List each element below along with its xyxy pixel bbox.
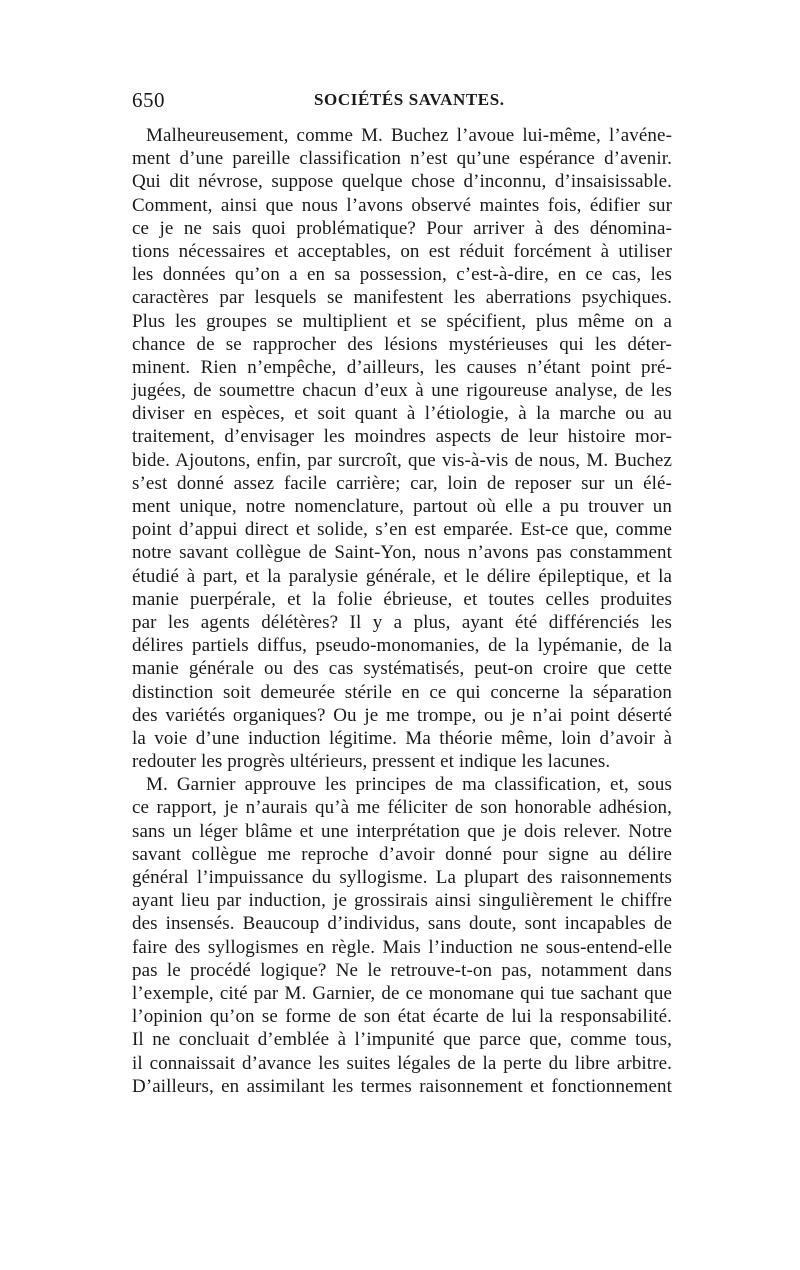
text-line: la voie d’une induction légitime. Ma théorie même, loin d’avoir à (132, 727, 672, 749)
text-line: ce je ne sais quoi problématique? Pour arriver à des dénomina- (132, 217, 672, 239)
text-line: point d’appui direct et solide, s’en est emparée. Est-ce que, comme (132, 519, 672, 541)
text-line: savant collègue me reproche d’avoir donné pour signe au délire (132, 843, 672, 865)
body-text (132, 124, 672, 1098)
running-title: SOCIÉTÉS SAVANTES. (314, 90, 505, 109)
page-number: 650 (132, 88, 165, 112)
text-line: ment unique, notre nomenclature, partout où elle a pu trouver un (132, 496, 672, 517)
text-line: des insensés. Beaucoup d’individus, sans doute, sont incapables de (132, 913, 672, 935)
text-line: Qui dit névrose, suppose quelque chose d’inconnu, d’insaisissable. (132, 171, 672, 193)
text-line: tions nécessaires et acceptables, on est réduit forcément à utiliser (132, 240, 672, 262)
text-line: ment d’une pareille classification n’est qu’une espérance d’avenir. (132, 148, 672, 170)
text-line: notre savant collègue de Saint-Yon, nous n’avons pas constamment (132, 542, 672, 564)
text-line: M. Garnier approuve les principes de ma classification, et, sous (146, 774, 672, 796)
text-line: D’ailleurs, en assimilant les termes raisonnement et fonctionnement (132, 1075, 672, 1097)
text-line: distinction soit demeurée stérile en ce qui concerne la séparation (132, 681, 672, 703)
text-line: étudié à part, et la paralysie générale, et le délire épileptique, et la (132, 565, 672, 587)
text-line: ayant lieu par induction, je grossirais ainsi singulièrement le chiffre (132, 890, 672, 912)
text-line: les données qu’on a en sa possession, c’est-à-dire, en ce cas, les (132, 264, 672, 286)
text-line: pas le procédé logique? Ne le retrouve-t-on pas, notamment dans (132, 959, 672, 981)
text-line: redouter les progrès ultérieurs, pressent et indique les lacunes. (132, 751, 611, 773)
text-line: bide. Ajoutons, enfin, par surcroît, que vis-à-vis de nous, M. Buchez (132, 449, 672, 471)
text-line: caractères par lesquels se manifestent les aberrations psychiques. (132, 287, 672, 309)
text-line: traitement, d’envisager les moindres aspects de leur histoire mor- (132, 426, 672, 448)
text-line: Plus les groupes se multiplient et se spécifient, plus même on a (132, 310, 672, 332)
text-line: délires partiels diffus, pseudo-monomanies, de la lypémanie, de la (132, 635, 672, 657)
text-line: manie puerpérale, et la folie ébrieuse, et toutes celles produites (132, 588, 672, 610)
paragraph-2 (132, 773, 672, 1098)
text-line: minent. Rien n’empêche, d’ailleurs, les causes n’étant point pré- (132, 356, 672, 378)
text-line: jugées, de soumettre chacun d’eux à une rigoureuse analyse, de les (132, 380, 672, 402)
text-line: l’exemple, cité par M. Garnier, de ce monomane qui tue sachant que (132, 982, 672, 1004)
text-line: ce rapport, je n’aurais qu’à me féliciter de son honorable adhésion, (132, 797, 672, 819)
text-line: par les agents délétères? Il y a plus, ayant été différenciés les (132, 611, 672, 633)
text-line: Il ne concluait d’emblée à l’impunité que parce que, comme tous, (132, 1029, 672, 1051)
text-line: l’opinion qu’on se forme de son état écarte de lui la responsabilité. (132, 1006, 672, 1028)
text-line: chance de se rapprocher des lésions mystérieuses qui les déter- (132, 333, 672, 355)
text-line: des variétés organiques? Ou je me trompe, ou je n’ai point déserté (132, 704, 672, 726)
running-head (132, 88, 672, 118)
paragraph-1 (132, 124, 672, 773)
text-line: il connaissait d’avance les suites légales de la perte du libre arbitre. (132, 1052, 672, 1074)
text-line: faire des syllogismes en règle. Mais l’induction ne sous-entend-elle (132, 936, 672, 958)
text-line: sans un léger blâme et une interprétation que je dois relever. Notre (132, 820, 672, 842)
text-line: diviser en espèces, et soit quant à l’étiologie, à la marche ou au (132, 403, 672, 425)
text-line: Malheureusement, comme M. Buchez l’avoue lui-même, l’avéne- (146, 125, 672, 146)
text-line: général l’impuissance du syllogisme. La plupart des raisonnements (132, 867, 672, 888)
text-line: manie générale ou des cas systématisés, peut-on croire que cette (132, 658, 672, 680)
text-line: Comment, ainsi que nous l’avons observé maintes fois, édifier sur (132, 194, 672, 216)
text-line: s’est donné assez facile carrière; car, loin de reposer sur un élé- (132, 472, 672, 494)
